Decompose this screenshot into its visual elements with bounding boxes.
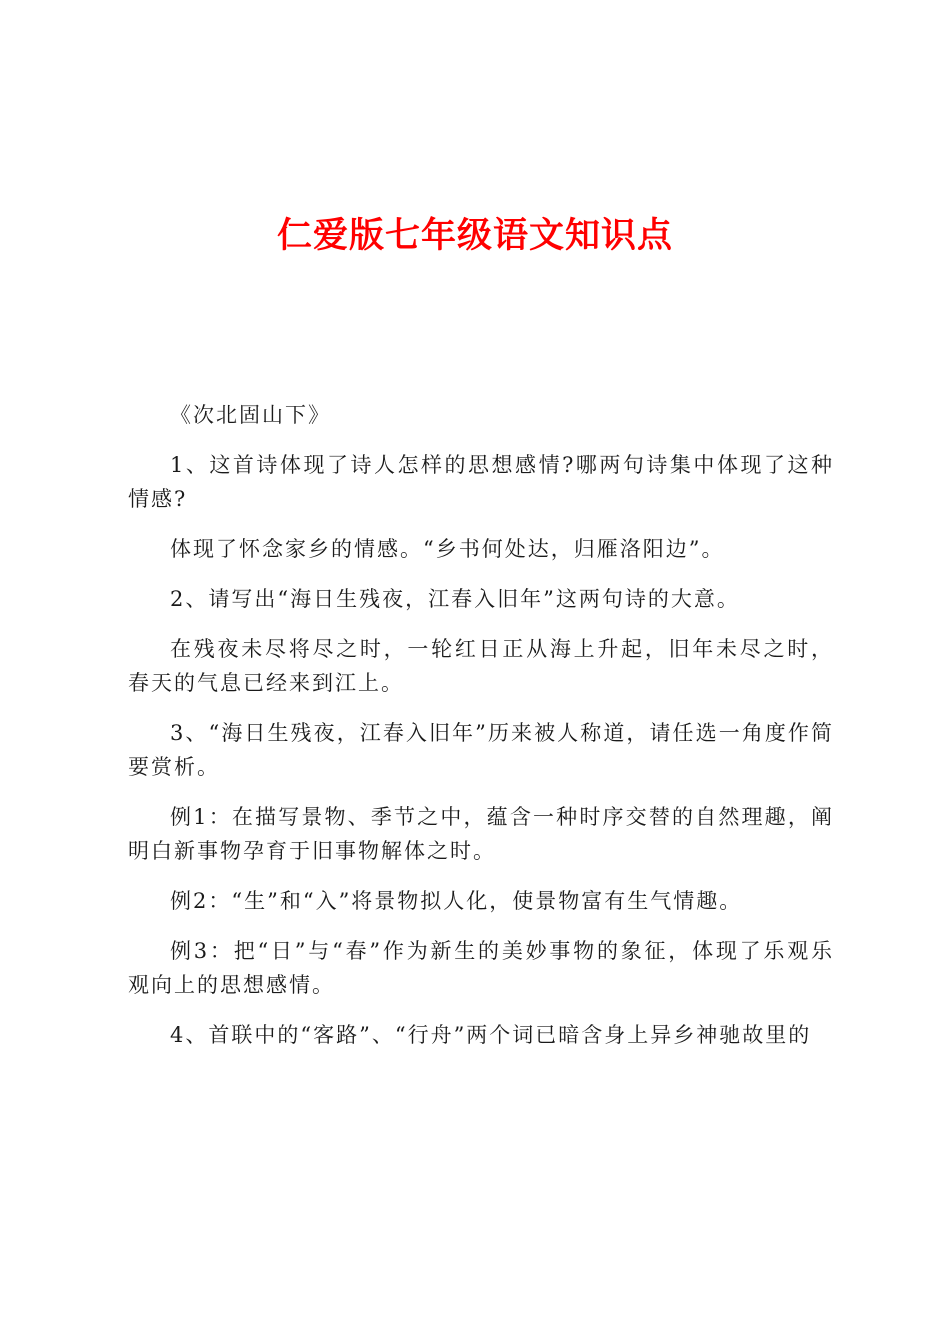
document-title: 仁爱版七年级语文知识点 <box>276 215 673 256</box>
poem-title-paragraph: 《次北固山下》 <box>170 403 331 427</box>
example-3-paragraph: 例3：把“日”与“春”作为新生的美妙事物的象征，体现了乐观乐观向上的思想感情。 <box>128 939 834 997</box>
answer-2-paragraph: 在残夜未尽将尽之时，一轮红日正从海上升起，旧年未尽之时，春天的气息已经来到江上。 <box>128 637 834 695</box>
example-2-paragraph: 例2：“生”和“入”将景物拟人化，使景物富有生气情趣。 <box>170 889 743 913</box>
document-body <box>128 398 834 1068</box>
question-1-paragraph: 1、这首诗体现了诗人怎样的思想感情?哪两句诗集中体现了这种情感? <box>128 453 834 511</box>
question-2-paragraph: 2、请写出“海日生残夜，江春入旧年”这两句诗的大意。 <box>170 587 740 611</box>
answer-1-paragraph: 体现了怀念家乡的情感。“乡书何处达，归雁洛阳边”。 <box>170 537 725 561</box>
example-1-paragraph: 例1：在描写景物、季节之中，蕴含一种时序交替的自然理趣，阐明白新事物孕育于旧事物解体之时。 <box>128 805 834 863</box>
question-4-paragraph: 4、首联中的“客路”、“行舟”两个词已暗含身上异乡神驰故里的 <box>170 1023 812 1047</box>
question-3-paragraph: 3、“海日生残夜，江春入旧年”历来被人称道，请任选一角度作简要赏析。 <box>128 721 834 779</box>
